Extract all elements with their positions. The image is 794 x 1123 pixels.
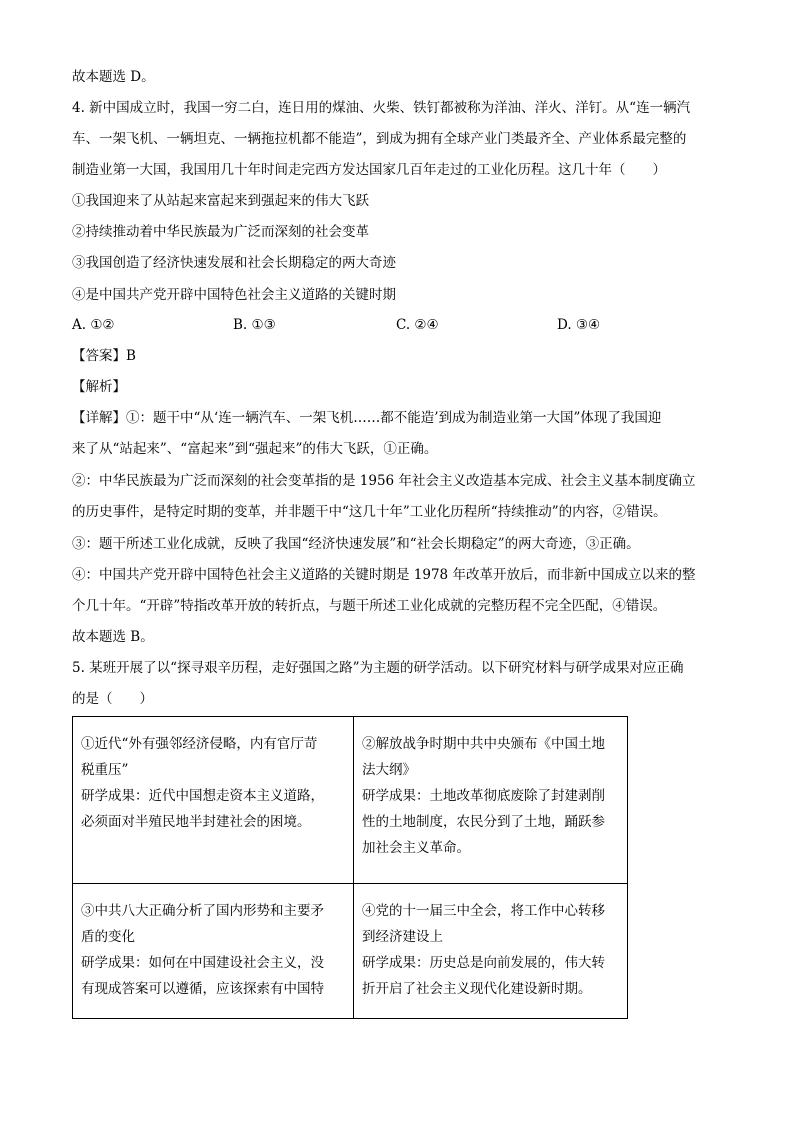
cell-2-line-3: 研学成果：土地改革彻底废除了封建剥削: [362, 788, 605, 804]
cell-2-line-5: 加社会主义革命。: [362, 840, 470, 856]
table-row: [73, 717, 628, 884]
q4-detail-line-4: 的历史事件，是特定时期的变革，并非题干中“这几十年”工业化历程所“持续推动”的内容，②错误。: [72, 504, 667, 520]
q4-detail-line-5: ③：题干所述工业化成就，反映了我国“经济快速发展”和“社会长期稳定”的两大奇迹，③正确。: [72, 536, 640, 552]
q5-stem-line-1: 5. 某班开展了以“探寻艰辛历程，走好强国之路”为主题的研学活动。以下研究材料与研学成果对应正确: [72, 660, 684, 676]
cell-1-line-2: 税重压”: [81, 762, 129, 778]
q4-statement-4: ④是中国共产党开辟中国特色社会主义道路的关键时期: [72, 287, 396, 303]
cell-2-line-2: 法大纲》: [362, 762, 416, 778]
cell-3-line-2: 盾的变化: [81, 929, 135, 945]
cell-1-line-1: ①近代“外有强邻经济侵略，内有官厅苛: [81, 736, 318, 752]
cell-4-line-3: 研学成果：历史总是向前发展的，伟大转: [362, 955, 605, 971]
table-cell-2: [354, 717, 628, 884]
q4-answer: 【答案】B: [72, 348, 136, 364]
q4-option-d: D. ③④: [557, 317, 601, 333]
cell-3-line-1: ③中共八大正确分析了国内形势和主要矛: [81, 903, 324, 919]
q4-stem-line-2: 车、一架飞机、一辆坦克、一辆拖拉机都不能造”，到成为拥有全球产业门类最齐全、产业体系最完整的: [72, 131, 687, 147]
line-conclusion-3: 故本题选 D。: [72, 69, 155, 85]
cell-1-line-3: 研学成果：近代中国想走资本主义道路，: [81, 788, 324, 804]
table-cell-4: [354, 884, 628, 1019]
cell-2-line-1: ②解放战争时期中共中央颁布《中国土地: [362, 736, 605, 752]
q5-stem-line-2: 的是（ ）: [72, 691, 153, 707]
cell-3-line-4: 有现成答案可以遵循，应该探索有中国特: [81, 981, 324, 997]
q4-stem-line-3: 制造业第一大国，我国用几十年时间走完西方发达国家几百年走过的工业化历程。这几十年（ ）: [72, 162, 666, 178]
q4-stem-line-1: 4. 新中国成立时，我国一穷二白，连日用的煤油、火柴、铁钉都被称为洋油、洋火、洋钉。从“连一辆汽: [72, 100, 691, 116]
q4-option-b: B. ①③: [233, 317, 276, 333]
q4-detail-line-2: 来了从“站起来”、“富起来”到“强起来”的伟大飞跃，①正确。: [72, 441, 438, 457]
q4-option-c: C. ②④: [396, 317, 439, 333]
q5-material-table: [72, 716, 628, 1019]
cell-4-line-1: ④党的十一届三中全会，将工作中心转移: [362, 903, 605, 919]
cell-1-line-4: 必须面对半殖民地半封建社会的困境。: [81, 814, 311, 830]
cell-4-line-4: 折开启了社会主义现代化建设新时期。: [362, 981, 592, 997]
table-cell-1: [73, 717, 354, 884]
q4-conclusion: 故本题选 B。: [72, 629, 154, 645]
cell-4-line-2: 到经济建设上: [362, 929, 443, 945]
q4-option-a: A. ①②: [72, 317, 115, 333]
table-cell-3: [73, 884, 354, 1019]
cell-2-line-4: 性的土地制度，农民分到了土地，踊跃参: [362, 814, 605, 830]
q4-detail-line-1: 【详解】①：题干中“从‘连一辆汽车、一架飞机……都不能造’到成为制造业第一大国”体现了我国迎: [72, 410, 662, 426]
q4-detail-line-6: ④：中国共产党开辟中国特色社会主义道路的关键时期是 1978 年改革开放后，而非新中国成立以来的整: [72, 567, 696, 583]
cell-3-line-3: 研学成果：如何在中国建设社会主义，没: [81, 955, 324, 971]
q4-detail-line-7: 个几十年。“开辟”特指改革开放的转折点，与题干所述工业化成就的完整历程不完全匹配，④错误。: [72, 598, 667, 614]
table-row: [73, 884, 628, 1019]
q4-statement-1: ①我国迎来了从站起来富起来到强起来的伟大飞跃: [72, 193, 369, 209]
q4-statement-2: ②持续推动着中华民族最为广泛而深刻的社会变革: [72, 224, 369, 240]
q4-detail-line-3: ②：中华民族最为广泛而深刻的社会变革指的是 1956 年社会主义改造基本完成、社会主义基本制度确立: [72, 473, 696, 489]
q4-analysis-heading: 【解析】: [72, 379, 126, 395]
q4-statement-3: ③我国创造了经济快速发展和社会长期稳定的两大奇迹: [72, 255, 396, 271]
